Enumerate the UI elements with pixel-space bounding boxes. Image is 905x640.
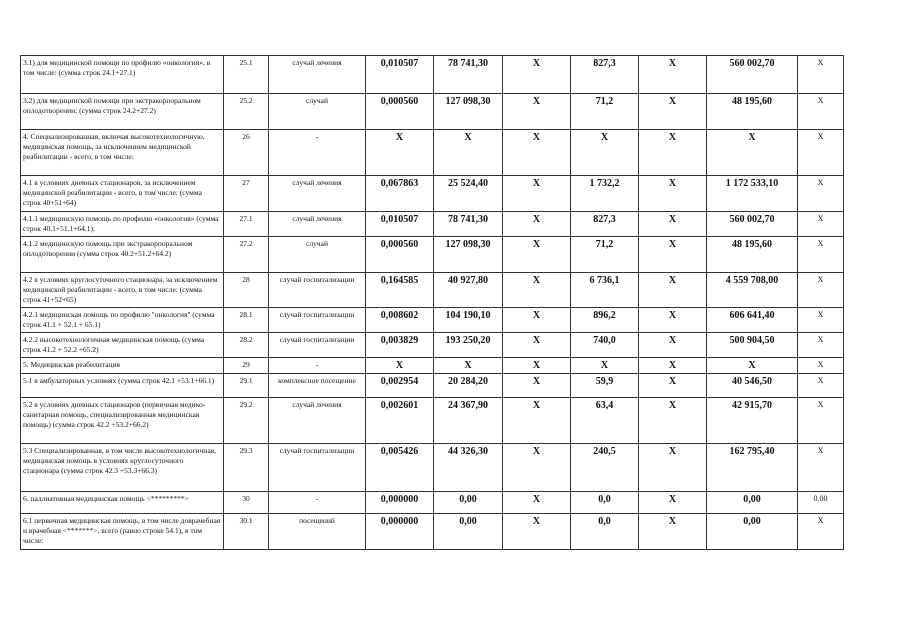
per-capita-cell: 896,2 <box>571 308 639 333</box>
norm-cost-cell: X <box>434 130 503 176</box>
row-name-cell: 5. Медицинская реабилитация <box>21 358 224 374</box>
x-marker-cell: X <box>639 492 707 514</box>
x-marker-cell: X <box>639 273 707 308</box>
per-capita-cell: 71,2 <box>571 237 639 273</box>
per-capita-cell: 740,0 <box>571 333 639 358</box>
unit-cell: случай <box>269 94 366 130</box>
unit-cell: случай госпитализации <box>269 333 366 358</box>
total-amount-cell: 606 641,40 <box>707 308 798 333</box>
total-amount-cell: X <box>707 358 798 374</box>
norm-cost-cell: 44 326,30 <box>434 444 503 492</box>
norm-volume-cell: X <box>366 130 434 176</box>
row-code-cell: 27 <box>224 176 269 212</box>
row-name-cell: 5.2 в условиях дневных стационаров (первичная медико-санитарная помощь, специализированная медицинская помощь) (сумма строк 42.2 +53.2+66.2) <box>21 398 224 444</box>
row-name-cell: 4.1.2 медицинскую помощь при экстракорпоральном оплодотворении (сумма строк 40.2+51.2+64.2) <box>21 237 224 273</box>
norm-cost-cell: 127 098,30 <box>434 237 503 273</box>
row-code-cell: 28.1 <box>224 308 269 333</box>
share-cell: X <box>798 514 844 550</box>
per-capita-cell: 827,3 <box>571 212 639 237</box>
x-marker-cell: X <box>639 94 707 130</box>
row-name-cell: 6. паллиативная медицинская помощь <*********> <box>21 492 224 514</box>
x-marker-cell: X <box>639 56 707 94</box>
share-cell: X <box>798 212 844 237</box>
table-row <box>21 358 844 374</box>
data-table <box>20 55 844 550</box>
norm-cost-cell: 0,00 <box>434 514 503 550</box>
row-name-cell: 4.1.1 медицинскую помощь по профилю «онкология» (сумма строк 40.1+51.1+64.1): <box>21 212 224 237</box>
x-marker-cell: X <box>639 176 707 212</box>
row-code-cell: 25.1 <box>224 56 269 94</box>
unit-cell: случай лечения <box>269 56 366 94</box>
table-row <box>21 130 844 176</box>
unit-cell: случай лечения <box>269 212 366 237</box>
norm-volume-cell: 0,000000 <box>366 492 434 514</box>
norm-cost-cell: 20 284,20 <box>434 374 503 398</box>
total-amount-cell: 1 172 533,10 <box>707 176 798 212</box>
total-amount-cell: 42 915,70 <box>707 398 798 444</box>
norm-volume-cell: 0,003829 <box>366 333 434 358</box>
row-code-cell: 25.2 <box>224 94 269 130</box>
norm-cost-cell: 24 367,90 <box>434 398 503 444</box>
share-cell: X <box>798 273 844 308</box>
row-code-cell: 27.1 <box>224 212 269 237</box>
norm-volume-cell: 0,002954 <box>366 374 434 398</box>
share-cell: X <box>798 130 844 176</box>
row-name-cell: 4.1 в условиях дневных стационаров, за исключением медицинской реабилитации - всего, в том числе: (сумма строк 40+51+64) <box>21 176 224 212</box>
norm-volume-cell: 0,010507 <box>366 212 434 237</box>
row-code-cell: 30.1 <box>224 514 269 550</box>
row-code-cell: 29.1 <box>224 374 269 398</box>
total-amount-cell: 560 002,70 <box>707 56 798 94</box>
row-name-cell: 4.2.1 медицинская помощь по профилю "онкология" (сумма строк 41.1 + 52.1 + 65.1) <box>21 308 224 333</box>
norm-cost-cell: 40 927,80 <box>434 273 503 308</box>
document-table-region <box>20 55 843 550</box>
unit-cell: случай госпитализации <box>269 444 366 492</box>
table-row <box>21 492 844 514</box>
share-cell: X <box>798 94 844 130</box>
share-cell: X <box>798 333 844 358</box>
norm-cost-cell: 104 190,10 <box>434 308 503 333</box>
row-code-cell: 26 <box>224 130 269 176</box>
per-capita-cell: 59,9 <box>571 374 639 398</box>
x-marker-cell: X <box>503 358 571 374</box>
x-marker-cell: X <box>639 308 707 333</box>
share-cell: X <box>798 374 844 398</box>
total-amount-cell: 500 904,50 <box>707 333 798 358</box>
row-code-cell: 27.2 <box>224 237 269 273</box>
per-capita-cell: 0,0 <box>571 492 639 514</box>
total-amount-cell: 40 546,50 <box>707 374 798 398</box>
x-marker-cell: X <box>503 398 571 444</box>
row-name-cell: 4.2.2 высокотехнологичная медицинская помощь (сумма строк 41.2 + 52.2 +65.2) <box>21 333 224 358</box>
total-amount-cell: 162 795,40 <box>707 444 798 492</box>
per-capita-cell: 1 732,2 <box>571 176 639 212</box>
x-marker-cell: X <box>639 237 707 273</box>
row-name-cell: 4. Специализированная, включая высокотехнологичную, медицинская помощь, за исключением медицинской реабилитации - всего, в том числе: <box>21 130 224 176</box>
x-marker-cell: X <box>503 94 571 130</box>
share-cell: X <box>798 56 844 94</box>
x-marker-cell: X <box>503 333 571 358</box>
norm-cost-cell: 0,00 <box>434 492 503 514</box>
row-name-cell: 5.3 Специализированная, в том числе высокотехнологичная, медицинская помощь в условиях круглосуточного стационара (сумма строк 42.3 +53.3+66.3) <box>21 444 224 492</box>
row-code-cell: 28.2 <box>224 333 269 358</box>
share-cell: X <box>798 308 844 333</box>
x-marker-cell: X <box>639 374 707 398</box>
share-cell: X <box>798 444 844 492</box>
norm-volume-cell: 0,000000 <box>366 514 434 550</box>
norm-volume-cell: 0,067863 <box>366 176 434 212</box>
row-code-cell: 29.2 <box>224 398 269 444</box>
row-name-cell: 5.1 в амбулаторных условиях (сумма строк 42.1 +53.1+66.1) <box>21 374 224 398</box>
norm-cost-cell: 193 250,20 <box>434 333 503 358</box>
table-row <box>21 444 844 492</box>
per-capita-cell: 827,3 <box>571 56 639 94</box>
norm-cost-cell: 25 524,40 <box>434 176 503 212</box>
x-marker-cell: X <box>503 237 571 273</box>
table-row <box>21 176 844 212</box>
x-marker-cell: X <box>639 444 707 492</box>
share-cell: 0.00 <box>798 492 844 514</box>
x-marker-cell: X <box>503 130 571 176</box>
table-row <box>21 374 844 398</box>
per-capita-cell: 0,0 <box>571 514 639 550</box>
total-amount-cell: 48 195,60 <box>707 237 798 273</box>
x-marker-cell: X <box>639 398 707 444</box>
table-body <box>21 56 844 550</box>
per-capita-cell: 63,4 <box>571 398 639 444</box>
row-name-cell: 4.2 в условиях круглосуточного стационара, за исключением медицинской реабилитации - всего, в том числе: (сумма строк 41+52+65) <box>21 273 224 308</box>
total-amount-cell: 560 002,70 <box>707 212 798 237</box>
unit-cell: - <box>269 130 366 176</box>
x-marker-cell: X <box>639 358 707 374</box>
row-code-cell: 30 <box>224 492 269 514</box>
table-row <box>21 237 844 273</box>
share-cell: X <box>798 176 844 212</box>
total-amount-cell: X <box>707 130 798 176</box>
table-row <box>21 308 844 333</box>
x-marker-cell: X <box>503 308 571 333</box>
per-capita-cell: 71,2 <box>571 94 639 130</box>
per-capita-cell: X <box>571 130 639 176</box>
row-name-cell: 3.2) для медицинской помощи при экстракорпоральном оплодотворении: (сумма строк 24.2+27.2) <box>21 94 224 130</box>
share-cell: X <box>798 398 844 444</box>
unit-cell: посещений <box>269 514 366 550</box>
share-cell: X <box>798 358 844 374</box>
row-name-cell: 6.1 первичная медицинская помощь, в том числе доврачебная и врачебная <*******>, всего (равно строке 54.1), в том числе: <box>21 514 224 550</box>
unit-cell: случай госпитализации <box>269 273 366 308</box>
x-marker-cell: X <box>503 273 571 308</box>
x-marker-cell: X <box>639 212 707 237</box>
x-marker-cell: X <box>639 514 707 550</box>
x-marker-cell: X <box>639 333 707 358</box>
norm-volume-cell: 0,010507 <box>366 56 434 94</box>
unit-cell: случай госпитализации <box>269 308 366 333</box>
norm-volume-cell: X <box>366 358 434 374</box>
total-amount-cell: 48 195,60 <box>707 94 798 130</box>
per-capita-cell: 6 736,1 <box>571 273 639 308</box>
total-amount-cell: 0,00 <box>707 514 798 550</box>
table-row <box>21 333 844 358</box>
unit-cell: комплексное посещение <box>269 374 366 398</box>
norm-volume-cell: 0,008602 <box>366 308 434 333</box>
row-code-cell: 29 <box>224 358 269 374</box>
norm-cost-cell: 78 741,30 <box>434 56 503 94</box>
x-marker-cell: X <box>503 492 571 514</box>
unit-cell: случай лечения <box>269 398 366 444</box>
per-capita-cell: X <box>571 358 639 374</box>
unit-cell: - <box>269 358 366 374</box>
table-row <box>21 212 844 237</box>
table-row <box>21 273 844 308</box>
per-capita-cell: 240,5 <box>571 444 639 492</box>
unit-cell: - <box>269 492 366 514</box>
table-row <box>21 94 844 130</box>
total-amount-cell: 0,00 <box>707 492 798 514</box>
total-amount-cell: 4 559 708,00 <box>707 273 798 308</box>
norm-volume-cell: 0,000560 <box>366 237 434 273</box>
row-name-cell: 3.1) для медицинской помощи по профилю «онкология», в том числе: (сумма строк 24.1+27.1) <box>21 56 224 94</box>
norm-volume-cell: 0,000560 <box>366 94 434 130</box>
table-row <box>21 56 844 94</box>
x-marker-cell: X <box>639 130 707 176</box>
table-row <box>21 514 844 550</box>
norm-cost-cell: X <box>434 358 503 374</box>
share-cell: X <box>798 237 844 273</box>
table-row <box>21 398 844 444</box>
norm-volume-cell: 0,005426 <box>366 444 434 492</box>
unit-cell: случай лечения <box>269 176 366 212</box>
norm-cost-cell: 127 098,30 <box>434 94 503 130</box>
x-marker-cell: X <box>503 514 571 550</box>
row-code-cell: 29.3 <box>224 444 269 492</box>
unit-cell: случай <box>269 237 366 273</box>
x-marker-cell: X <box>503 176 571 212</box>
x-marker-cell: X <box>503 444 571 492</box>
norm-volume-cell: 0,002601 <box>366 398 434 444</box>
x-marker-cell: X <box>503 374 571 398</box>
norm-cost-cell: 78 741,30 <box>434 212 503 237</box>
norm-volume-cell: 0,164585 <box>366 273 434 308</box>
row-code-cell: 28 <box>224 273 269 308</box>
x-marker-cell: X <box>503 56 571 94</box>
x-marker-cell: X <box>503 212 571 237</box>
